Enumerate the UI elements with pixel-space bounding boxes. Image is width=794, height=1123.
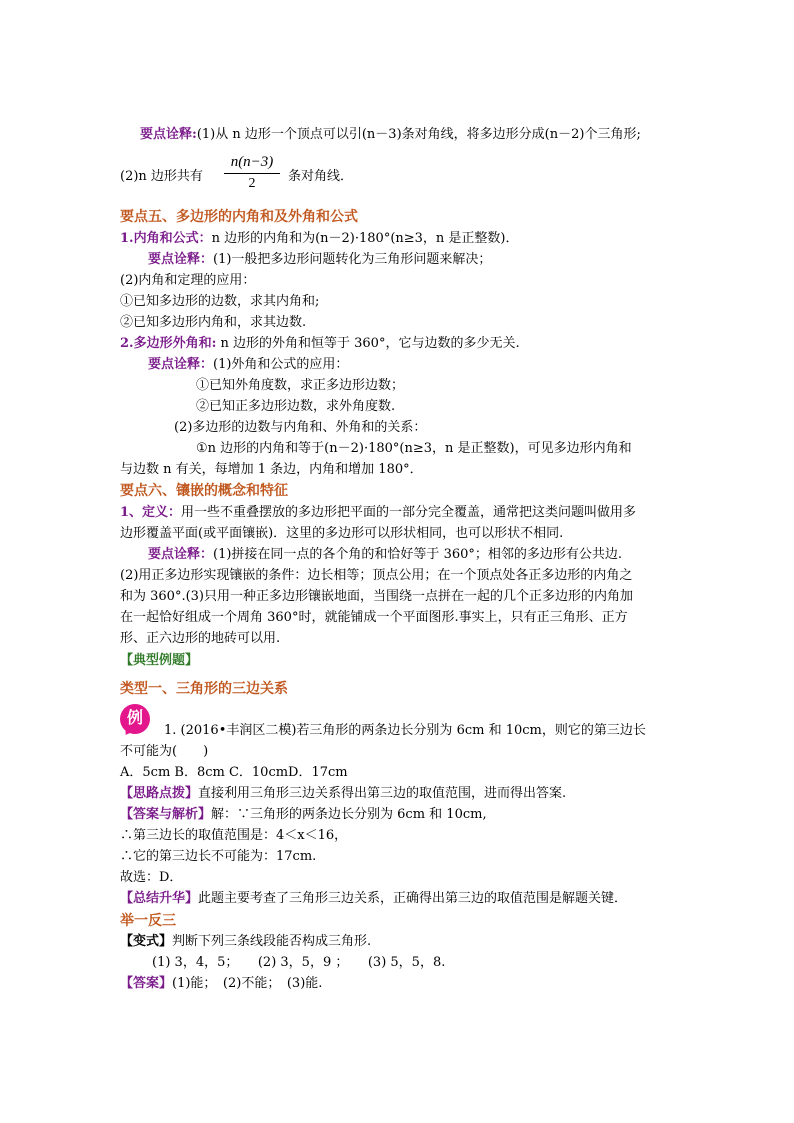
question-line2: 不可能为( ) xyxy=(120,744,209,759)
variant-text: 判断下列三条线段能否构成三角形. xyxy=(172,934,372,949)
hint-text: 直接利用三角形三边关系得出第三边的取值范围，进而得出答案. xyxy=(198,786,567,801)
interior-text: n 边形的内角和为(n－2)·180°(n≥3，n 是正整数)． xyxy=(211,231,519,246)
exterior-angle-formula xyxy=(120,335,520,353)
solution-line xyxy=(120,806,487,824)
text-line: ∴第三边长的取值范围是：4＜x＜16， xyxy=(120,828,348,843)
examples-heading: 【典型例题】 xyxy=(120,653,199,668)
type1-heading: 类型一、三角形的三边关系 xyxy=(120,681,288,697)
note-text: (1)拼接在同一点的各个角的和恰好等于 360°；相邻的多边形有公共边. xyxy=(213,547,623,562)
diagonal-count-prefix: (2)n 边形共有 xyxy=(120,169,203,184)
note-text: (1)从 n 边形一个顶点可以引(n－3)条对角线，将多边形分成(n－2)个三角形; xyxy=(196,127,641,142)
definition-text: 用一些不重叠摆放的多边形把平面的一部分完全覆盖，通常把这类问题叫做用多 xyxy=(181,505,637,520)
diagonal-formula xyxy=(224,154,280,192)
exterior-label: 2.多边形外角和: xyxy=(120,336,217,351)
text-line: 与边数 n 有关，每增加 1 条边，内角和增加 180°． xyxy=(120,462,423,477)
section5-note2 xyxy=(148,356,348,374)
summary-text: 此题主要考查了三角形三边关系，正确得出第三边的取值范围是解题关键． xyxy=(198,891,628,906)
interior-label: 1.内角和公式： xyxy=(120,231,212,246)
section5-heading: 要点五、多边形的内角和及外角和公式 xyxy=(120,209,358,225)
text-line: 故选：D． xyxy=(120,870,183,885)
answer-text: (1)能； (2)不能； (3)能. xyxy=(172,976,323,991)
section5-note1 xyxy=(148,251,491,269)
text-line: 形、正六边形的地砖可以用. xyxy=(120,631,281,646)
solution-text: 解：∵三角形的两条边长分别为 6cm 和 10cm, xyxy=(211,807,487,822)
note-line-diagonals xyxy=(140,126,641,144)
text-line: ∴它的第三边长不可能为：17cm. xyxy=(120,849,317,864)
summary-label: 【总结升华】 xyxy=(120,891,199,906)
note-label: 要点诠释： xyxy=(148,357,214,372)
variant-line xyxy=(120,933,371,951)
text-line: ②已知多边形内角和，求其边数. xyxy=(120,315,307,330)
note-label: 要点诠释： xyxy=(148,547,214,562)
question-line1: 1. (2016•丰润区二模)若三角形的两条边长分别为 6cm 和 10cm，则它的第三边长 xyxy=(164,723,646,738)
formula-denominator: 2 xyxy=(248,176,256,191)
section6-note xyxy=(148,546,622,564)
answer-options: A．5cm B．8cm C．10cmD．17cm xyxy=(120,765,348,780)
summary-line xyxy=(120,890,627,908)
answer-label: 【答案】 xyxy=(120,976,173,991)
definition-label: 1、定义： xyxy=(120,505,182,520)
note-text: (1)外角和公式的应用： xyxy=(213,357,349,372)
formula-numerator: n(n−3) xyxy=(224,154,280,174)
tessellation-definition xyxy=(120,504,636,522)
hint-line xyxy=(120,785,566,803)
text-line: 在一起恰好组成一个周角 360°时，就能铺成一个平面图形.事实上，只有正三角形、正方 xyxy=(120,610,628,625)
text-line: ①已知多边形的边数，求其内角和; xyxy=(120,294,320,309)
note-label: 要点诠释: xyxy=(140,127,197,142)
section6-heading: 要点六、镶嵌的概念和特征 xyxy=(120,483,288,499)
diagonal-count-suffix: 条对角线． xyxy=(288,169,354,184)
interior-angle-formula xyxy=(120,230,519,248)
solution-label: 【答案与解析】 xyxy=(120,807,212,822)
text-line: ①已知外角度数，求正多边形边数； xyxy=(196,378,405,393)
text-line: ①n 边形的内角和等于(n－2)·180°(n≥3，n 是正整数)，可见多边形内角和 xyxy=(196,441,632,456)
text-line: 和为 360°.(3)只用一种正多边形镶嵌地面，当围绕一点拼在一起的几个正多边形的内角加 xyxy=(120,589,633,604)
hint-label: 【思路点拨】 xyxy=(120,786,199,801)
text-line: (2)内角和定理的应用： xyxy=(120,273,256,288)
text-line: 边形覆盖平面(或平面镶嵌)．这里的多边形可以形状相同，也可以形状不相同. xyxy=(120,526,564,541)
text-line: (2)多边形的边数与内角和、外角和的关系： xyxy=(174,420,427,435)
exterior-text: n 边形的外角和恒等于 360°，它与边数的多少无关. xyxy=(216,336,520,351)
answer-line xyxy=(120,975,322,993)
variant-items: (1) 3，4，5； (2) 3，5，9 ； (3) 5，5，8. xyxy=(152,955,446,970)
example-badge: 例 xyxy=(120,704,150,734)
note-text: (1)一般把多边形问题转化为三角形问题来解决； xyxy=(213,252,492,267)
note-label: 要点诠释： xyxy=(148,252,214,267)
practice-heading: 举一反三 xyxy=(120,913,176,929)
text-line: ②已知正多边形边数，求外角度数. xyxy=(196,399,396,414)
variant-label: 【变式】 xyxy=(120,934,173,949)
text-line: (2)用正多边形实现镶嵌的条件：边长相等；顶点公用；在一个顶点处各正多边形的内角之 xyxy=(120,568,633,583)
